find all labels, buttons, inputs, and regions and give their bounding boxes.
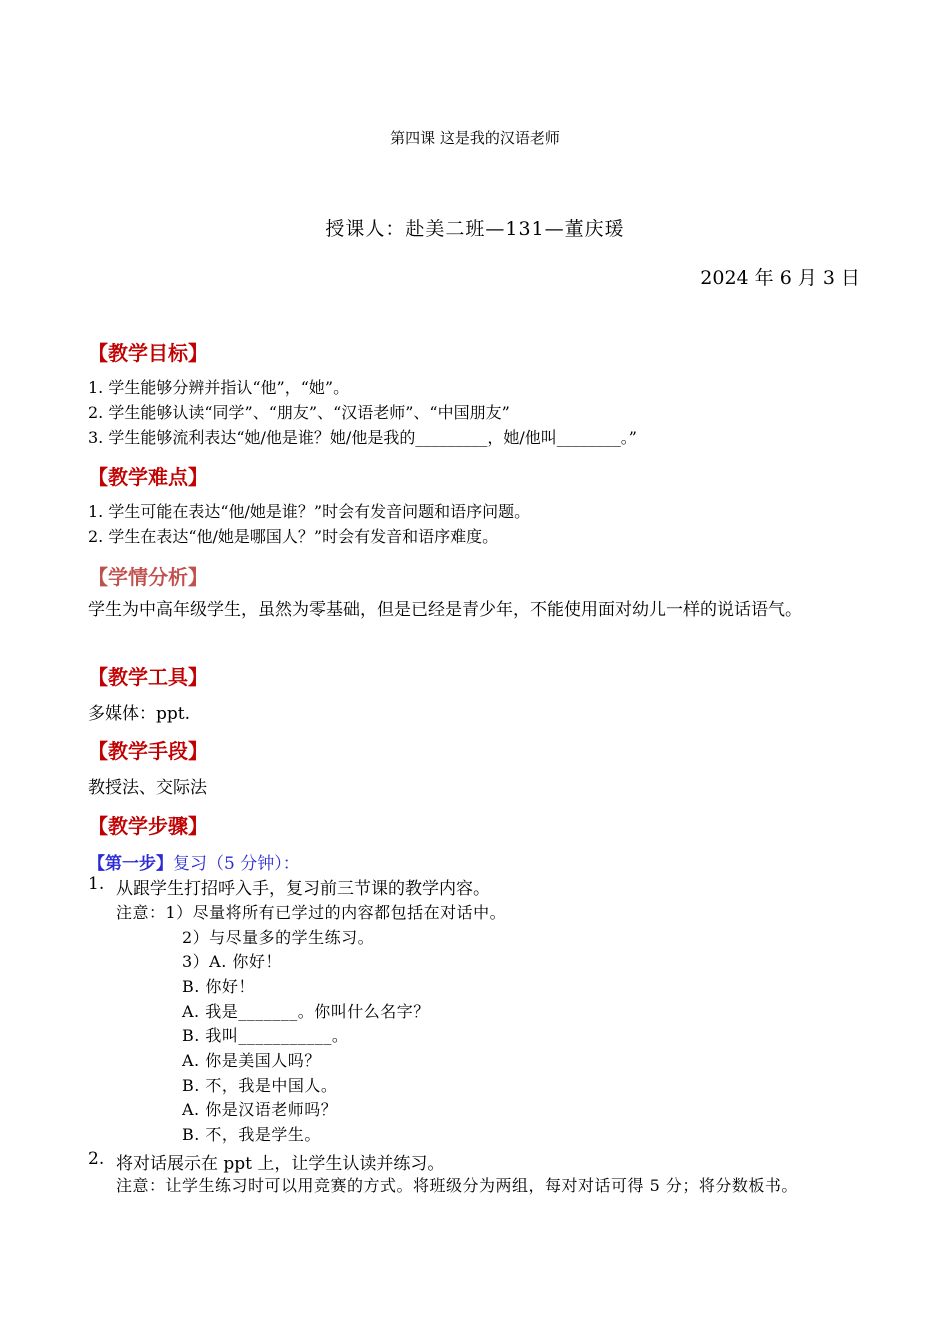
dialogue-line: B. 我叫___________。 <box>182 1026 349 1045</box>
objective-item: 2. 学生能够认读“同学”、“朋友”、“汉语老师”、“中国朋友” <box>88 403 510 422</box>
dialogue-line: A. 你是汉语老师吗？ <box>182 1100 338 1119</box>
difficulty-item: 1. 学生可能在表达“他/她是谁？”时会有发音问题和语序问题。 <box>88 502 531 521</box>
step-item-text: 将对话展示在 ppt 上，让学生认读并练习。 <box>116 1154 445 1174</box>
objective-item: 3. 学生能够流利表达“她/他是谁？她/他是我的_________，她/他叫________。” <box>88 428 637 447</box>
dialogue-line: B. 不，我是学生。 <box>182 1125 321 1144</box>
difficulty-item: 2. 学生在表达“他/她是哪国人？”时会有发音和语序难度。 <box>88 527 499 546</box>
objective-item: 1. 学生能够分辨并指认“他”，“她”。 <box>88 378 350 397</box>
step1-label: 【第一步】 <box>88 854 173 874</box>
objectives-heading: 【教学目标】 <box>88 341 208 365</box>
methods-text: 教授法、交际法 <box>88 778 207 798</box>
date-line: 2024 年 6 月 3 日 <box>700 267 860 289</box>
note-line: 3）A. 你好！ <box>182 952 282 971</box>
steps-heading: 【教学步骤】 <box>88 814 208 838</box>
dialogue-line: A. 我是_______。你叫什么名字？ <box>182 1002 430 1021</box>
step-item-number: 2. <box>88 1149 105 1169</box>
tools-text: 多媒体：ppt. <box>88 704 190 724</box>
step1-title: 复习（5 分钟）： <box>173 854 300 874</box>
note-line: 2）与尽量多的学生练习。 <box>182 928 375 947</box>
dialogue-line: A. 你是美国人吗？ <box>182 1051 321 1070</box>
tools-heading: 【教学工具】 <box>88 665 208 689</box>
dialogue-line: B. 你好！ <box>182 977 255 996</box>
analysis-text: 学生为中高年级学生，虽然为零基础，但是已经是青少年，不能使用面对幼儿一样的说话语气。 <box>88 600 802 620</box>
analysis-heading: 【学情分析】 <box>88 565 208 589</box>
dialogue-line: B. 不，我是中国人。 <box>182 1076 338 1095</box>
step-item-number: 1. <box>88 874 105 894</box>
step-item-text: 从跟学生打招呼入手，复习前三节课的教学内容。 <box>116 879 490 899</box>
step1-heading <box>88 849 300 874</box>
note-line: 注意：1）尽量将所有已学过的内容都包括在对话中。 <box>116 903 507 922</box>
teacher-line: 授课人：赴美二班—131—董庆瑗 <box>325 218 625 240</box>
methods-heading: 【教学手段】 <box>88 739 208 763</box>
note-line: 注意：让学生练习时可以用竞赛的方式。将班级分为两组，每对对话可得 5 分；将分数板书。 <box>116 1176 798 1195</box>
lesson-title: 第四课 这是我的汉语老师 <box>390 129 560 147</box>
difficulties-heading: 【教学难点】 <box>88 465 208 489</box>
